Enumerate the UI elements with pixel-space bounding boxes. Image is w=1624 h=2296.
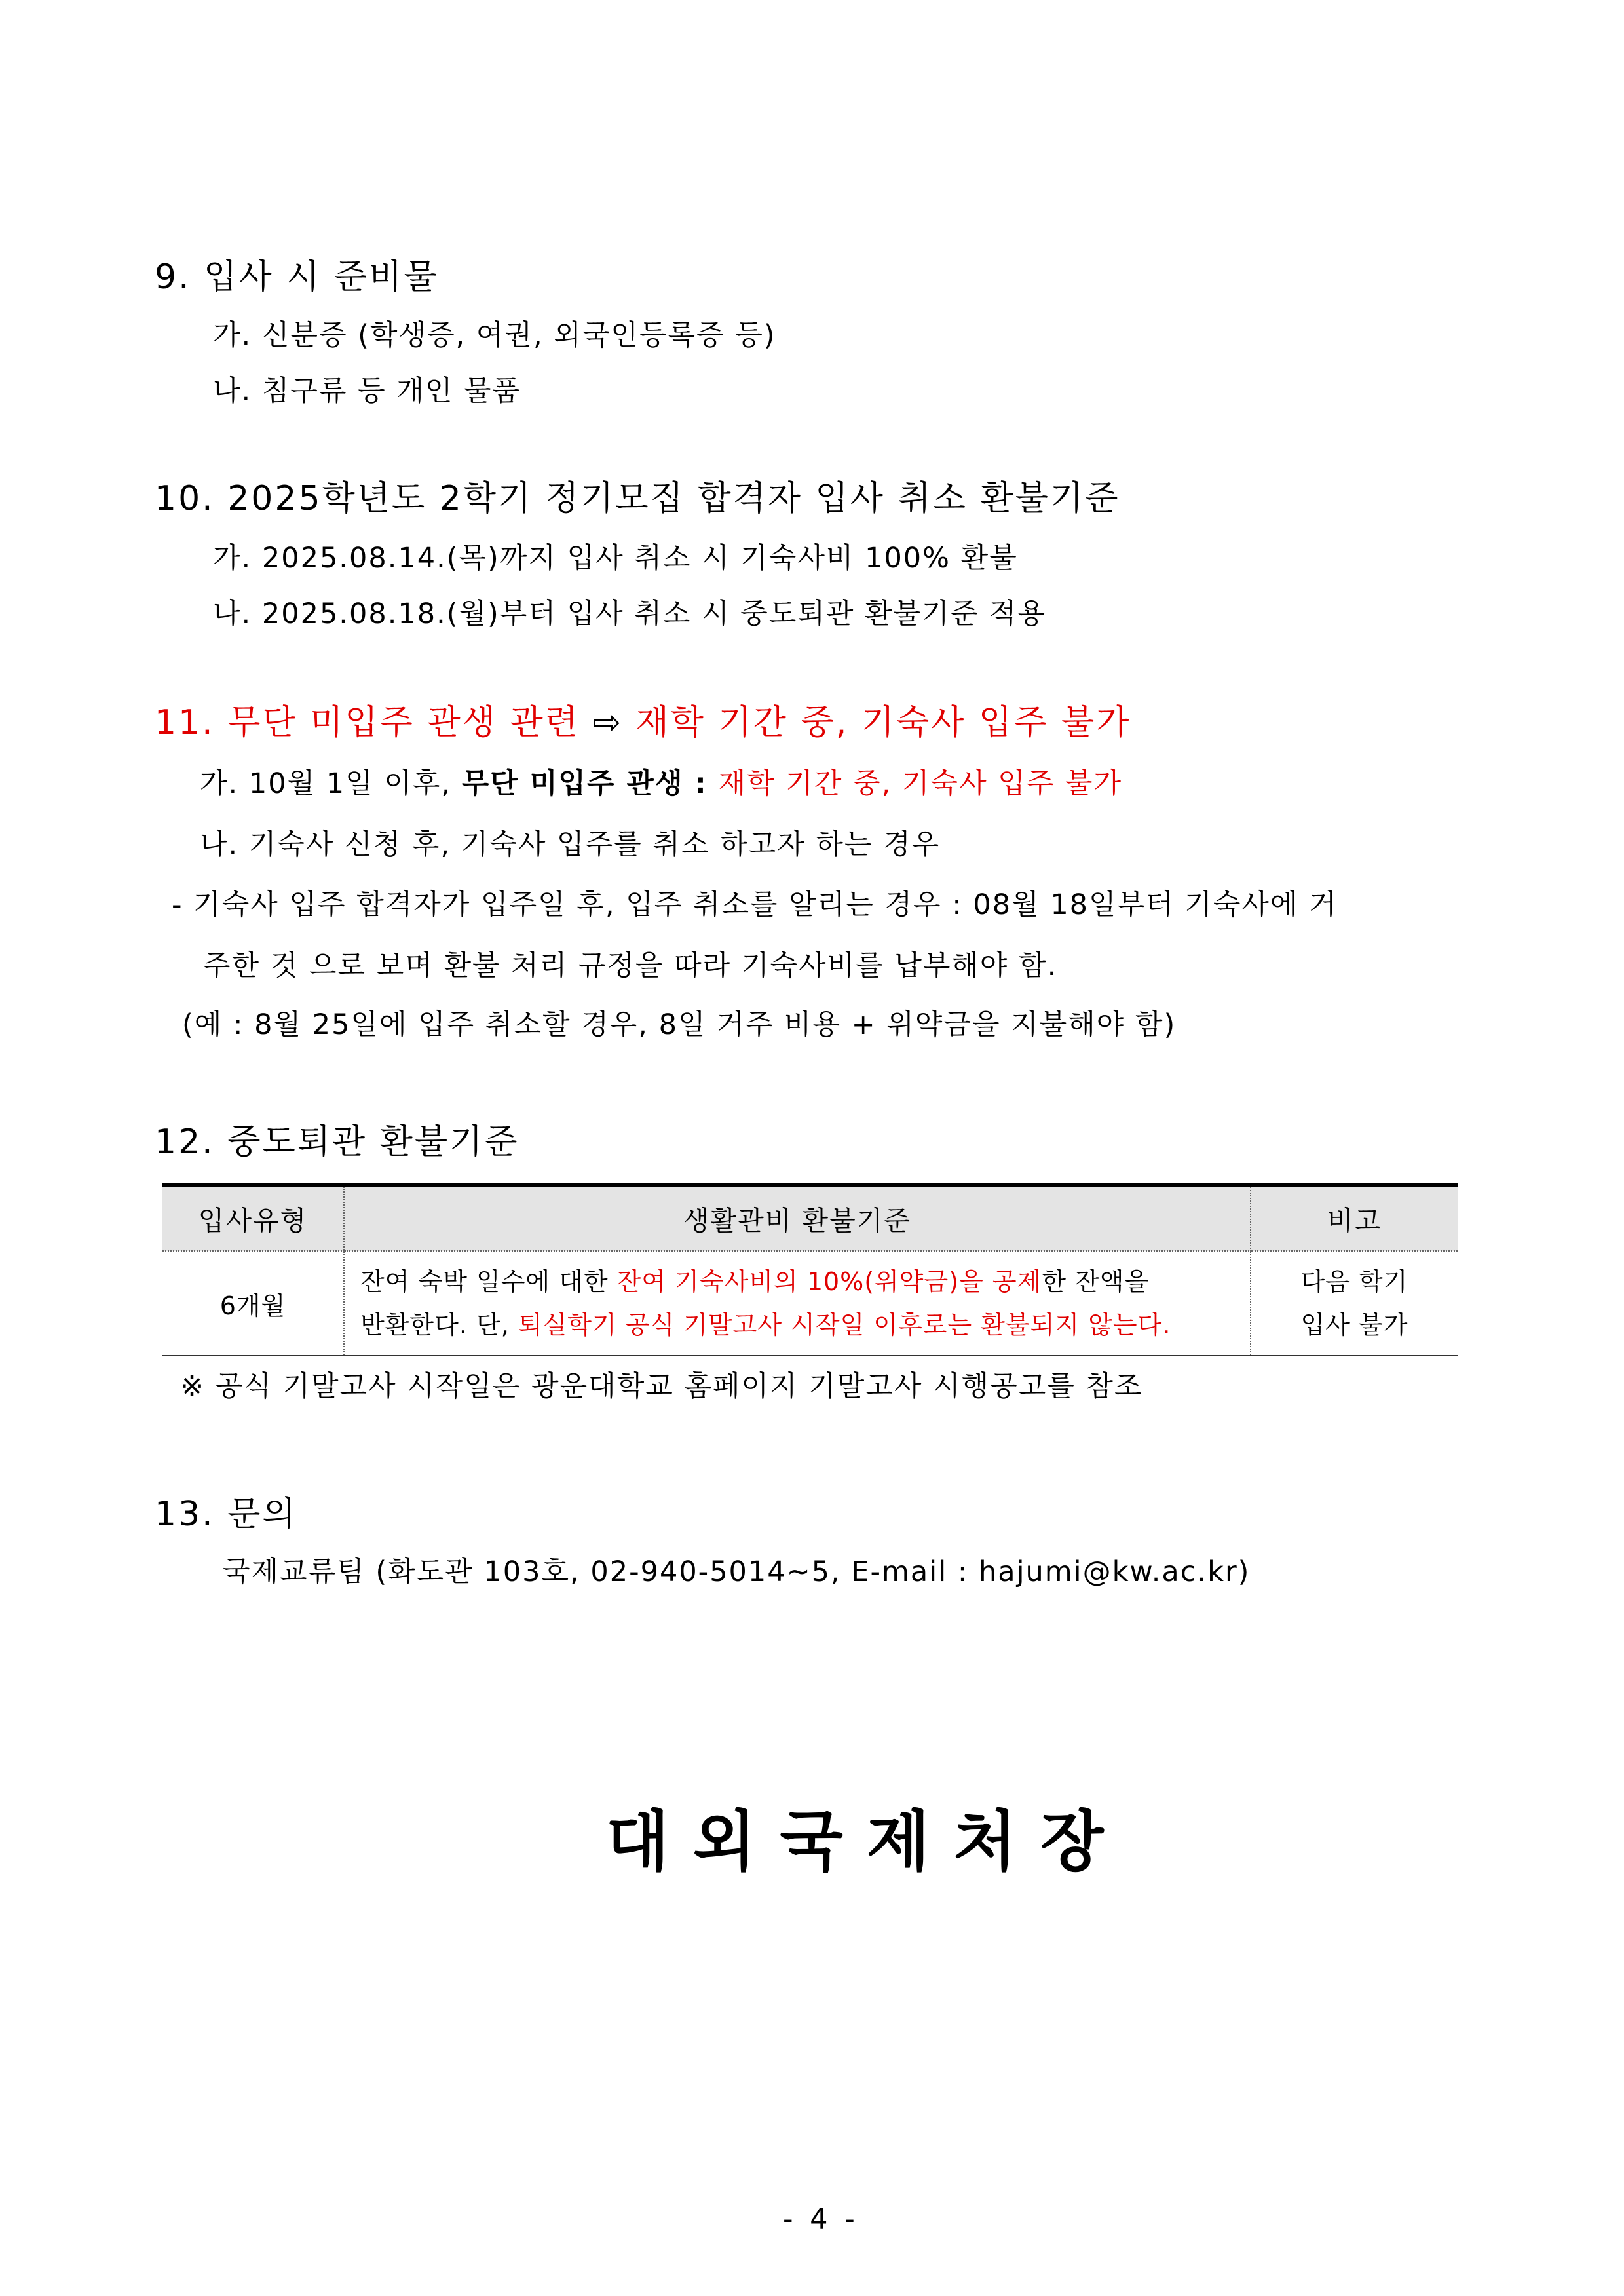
header-type: 입사유형 (162, 1185, 344, 1251)
section-11-item-a-prefix: 가. 10월 1일 이후, (200, 767, 462, 800)
section-11-example: (예 : 8월 25일에 입주 취소할 경우, 8일 거주 비용 + 위약금을 지불해야 함) (182, 1008, 1177, 1041)
section-10-item-b: 나. 2025.08.18.(월)부터 입사 취소 시 중도퇴관 환불기준 적용 (213, 598, 1046, 630)
header-note: 비고 (1251, 1185, 1458, 1251)
criteria-line-2 (360, 1303, 1249, 1347)
section-11-title-red: 재학 기간 중, 기숙사 입주 불가 (623, 703, 1131, 742)
page-number: - 4 - (783, 2203, 859, 2236)
section-13-contact: 국제교류팀 (화도관 103호, 02-940-5014~5, E-mail : hajumi@kw.ac.kr) (223, 1556, 1251, 1588)
section-9-title: 9. 입사 시 준비물 (155, 258, 439, 297)
criteria-line-1-b: 한 잔액을 (1042, 1267, 1150, 1296)
section-11-dash-line-2: 주한 것 으로 보며 환불 처리 규정을 따라 기숙사비를 납부해야 함. (203, 949, 1058, 982)
section-13-title: 13. 문의 (155, 1495, 297, 1534)
section-12-footnote: ※ 공식 기말고사 시작일은 광운대학교 홈페이지 기말고사 시행공고를 참조 (180, 1370, 1143, 1403)
refund-table-header-row (162, 1185, 1458, 1251)
section-10-item-a: 가. 2025.08.14.(목)까지 입사 취소 시 기숙사비 100% 환불 (213, 542, 1018, 575)
table-row (162, 1251, 1458, 1356)
section-12-title: 12. 중도퇴관 환불기준 (155, 1122, 519, 1162)
right-arrow-icon: ⇨ (592, 703, 624, 742)
cell-type: 6개월 (162, 1251, 344, 1356)
section-9-item-a: 가. 신분증 (학생증, 여권, 외국인등록증 등) (213, 319, 776, 352)
criteria-line-1 (360, 1260, 1249, 1303)
section-11-item-a-bold: 무단 미입주 관생 : (461, 767, 719, 800)
section-11-item-b: 나. 기숙사 신청 후, 기숙사 입주를 취소 하고자 하는 경우 (200, 828, 941, 861)
header-criteria: 생활관비 환불기준 (344, 1185, 1251, 1251)
issuer-signature: 대외국제처장 (606, 1803, 1127, 1880)
criteria-line-2-red: 퇴실학기 공식 기말고사 시작일 이후로는 환불되지 않는다. (518, 1311, 1171, 1339)
criteria-line-1-a: 잔여 숙박 일수에 대한 (360, 1267, 617, 1296)
note-line-2: 입사 불가 (1300, 1311, 1408, 1339)
cell-criteria (344, 1251, 1251, 1356)
refund-table (162, 1183, 1458, 1356)
cell-note (1251, 1251, 1458, 1356)
section-11-title (155, 695, 1131, 744)
section-9-item-b: 나. 침구류 등 개인 물품 (213, 375, 521, 408)
section-11-title-text: 11. 무단 미입주 관생 관련 (155, 703, 593, 742)
section-11-item-a-red: 재학 기간 중, 기숙사 입주 불가 (718, 767, 1123, 800)
criteria-line-1-red: 잔여 기숙사비의 10%(위약금)을 공제 (616, 1267, 1042, 1296)
section-11-item-a (200, 761, 1122, 801)
criteria-line-2-a: 반환한다. 단, (360, 1311, 518, 1339)
note-line-1: 다음 학기 (1300, 1267, 1408, 1296)
section-11-dash-line-1: - 기숙사 입주 합격자가 입주일 후, 입주 취소를 알리는 경우 : 08월 18일부터 기숙사에 거 (172, 889, 1338, 921)
section-10-title: 10. 2025학년도 2학기 정기모집 합격자 입사 취소 환불기준 (155, 479, 1120, 518)
